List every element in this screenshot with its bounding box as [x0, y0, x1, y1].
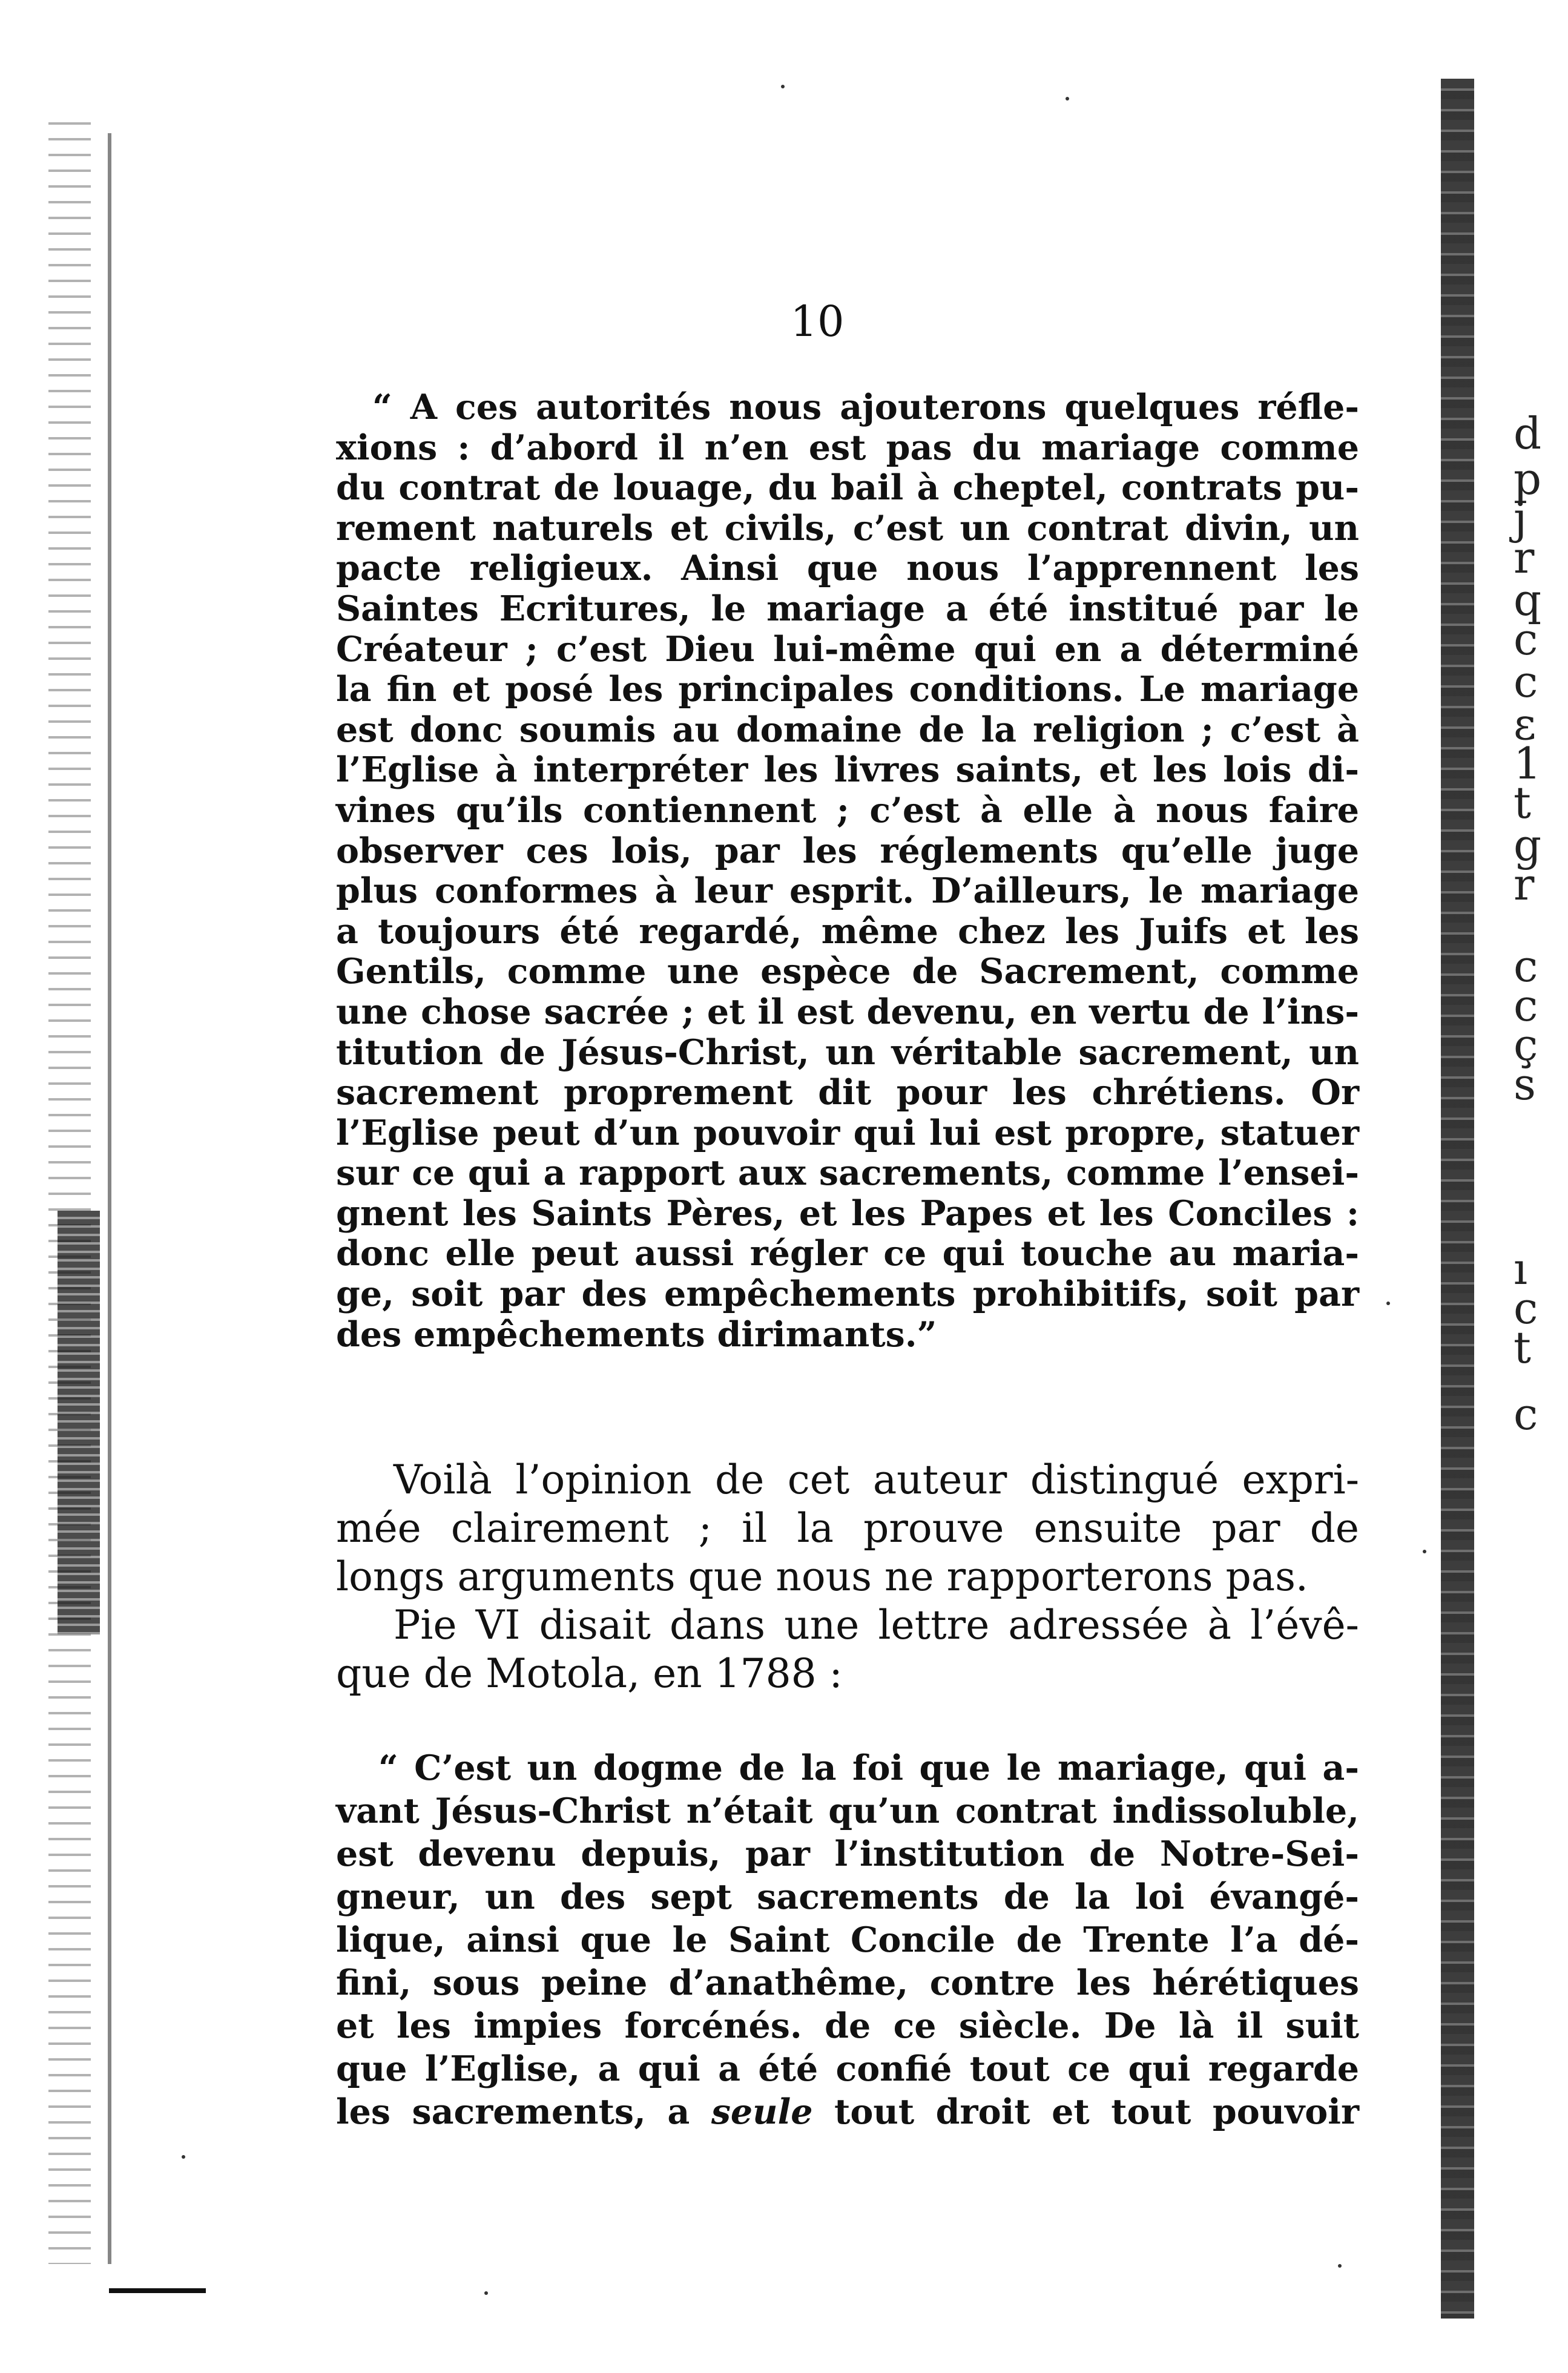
- quote-line: du contrat de louage, du bail à cheptel, contrats pu-: [336, 467, 1359, 508]
- facing-glyph: j: [1514, 493, 1527, 544]
- quote-text: tout droit et tout pouvoir: [812, 2092, 1359, 2132]
- quote-line: Gentils, comme une espèce de Sacrement, comme: [336, 951, 1359, 992]
- quote-line: fini, sous peine d’anathême, contre les hérétiques: [336, 1963, 1359, 2003]
- facing-glyph: c: [1514, 980, 1538, 1031]
- quote-line: lique, ainsi que le Saint Concile de Trente l’a dé-: [336, 1920, 1359, 1960]
- quote-line: est donc soumis au domaine de la religion ; c’est à: [336, 709, 1359, 750]
- quote-line: a toujours été regardé, même chez les Juifs et les: [336, 910, 1359, 952]
- quote-text: les sacrements, a: [336, 2092, 711, 2132]
- facing-glyph: t: [1514, 1322, 1531, 1373]
- binding-shadow: [58, 1211, 100, 1634]
- quote-line: observer ces lois, par les réglements qu’elle juge: [336, 830, 1359, 871]
- quote-line: sacrement proprement dit pour les chrétiens. Or: [336, 1072, 1359, 1113]
- facing-glyph: ç: [1514, 1019, 1538, 1070]
- facing-glyph: c: [1514, 656, 1538, 707]
- facing-page-edge: [1441, 79, 1474, 2319]
- quote-line: pacte religieux. Ainsi que nous l’apprennent les: [336, 548, 1359, 589]
- quote-line: des empêchements dirimants.”: [336, 1314, 937, 1355]
- quote-line: gneur, un des sept sacrements de la loi évangé-: [336, 1877, 1359, 1917]
- facing-glyph: c: [1514, 1389, 1538, 1440]
- quote-line: titution de Jésus-Christ, un véritable sacrement, un: [336, 1032, 1359, 1073]
- quote-line: une chose sacrée ; et il est devenu, en vertu de l’ins-: [336, 991, 1359, 1032]
- facing-glyph: 1: [1514, 738, 1541, 789]
- facing-glyph: t: [1514, 777, 1531, 828]
- facing-glyph: q: [1514, 574, 1542, 625]
- quote-line: la fin et posé les principales conditions. Le mariage: [336, 669, 1359, 710]
- facing-glyph: c: [1514, 941, 1538, 992]
- quote-line: “ A ces autorités nous ajouterons quelques réfle-: [372, 387, 1359, 427]
- facing-glyph: g: [1514, 820, 1542, 871]
- quote-line: vant Jésus-Christ n’était qu’un contrat indissoluble,: [336, 1791, 1359, 1831]
- prose-line: Voilà l’opinion de cet auteur distingué expri-: [394, 1456, 1359, 1503]
- quote-line: l’Eglise à interpréter les livres saints, et les lois di-: [336, 749, 1359, 791]
- quote-line: rement naturels et civils, c’est un contrat divin, un: [336, 507, 1359, 548]
- quote-line: sur ce qui a rapport aux sacrements, comme l’ensei-: [336, 1153, 1359, 1194]
- quote-line: ge, soit par des empêchements prohibitifs, soit par: [336, 1274, 1359, 1315]
- prose-line: Pie VI disait dans une lettre adressée à l’évê-: [394, 1602, 1359, 1648]
- facing-glyph: p: [1514, 453, 1542, 504]
- quote-line: est devenu depuis, par l’institution de Notre-Sei-: [336, 1834, 1359, 1874]
- quotation-block-2: [336, 1746, 1359, 2133]
- binding-edge: [48, 109, 91, 2264]
- facing-glyph: r: [1514, 532, 1535, 583]
- facing-glyph: r: [1514, 859, 1535, 910]
- page-number: 10: [790, 297, 845, 346]
- prose-line: que de Motola, en 1788 :: [336, 1650, 843, 1697]
- binding-rule: [108, 133, 111, 2264]
- quote-line: gnent les Saints Pères, et les Papes et les Conciles :: [336, 1193, 1359, 1234]
- facing-glyph: ı: [1514, 1243, 1528, 1294]
- binding-foot: [109, 2288, 206, 2293]
- quote-line: Saintes Ecritures, le mariage a été institué par le: [336, 588, 1359, 629]
- facing-glyph: s: [1514, 1059, 1536, 1110]
- quote-line: et les impies forcénés. de ce siècle. De là il suit: [336, 2006, 1359, 2046]
- quote-line: l’Eglise peut d’un pouvoir qui lui est propre, statuer: [336, 1112, 1359, 1153]
- quote-line: “ C’est un dogme de la foi que le mariage, qui a-: [378, 1748, 1359, 1788]
- quote-line: que l’Eglise, a qui a été confié tout ce qui regarde: [336, 2049, 1359, 2089]
- facing-glyph: c: [1514, 614, 1538, 665]
- prose-line: mée clairement ; il la prouve ensuite par de: [336, 1505, 1359, 1552]
- emphasized-word: seule: [711, 2092, 813, 2132]
- quote-line-final: [336, 2090, 1359, 2133]
- quotation-block-1: [336, 387, 1359, 1355]
- quote-line: plus conformes à leur esprit. D’ailleurs, le mariage: [336, 871, 1359, 912]
- quote-line: donc elle peut aussi régler ce qui touche au maria-: [336, 1233, 1359, 1274]
- facing-glyph: d: [1514, 408, 1542, 459]
- quote-line: Créateur ; c’est Dieu lui-même qui en a déterminé: [336, 628, 1359, 670]
- body-paragraph: [336, 1456, 1359, 1698]
- facing-glyph: c: [1514, 1283, 1538, 1334]
- prose-line: longs arguments que nous ne rapporterons pas.: [336, 1553, 1308, 1600]
- facing-glyph: ɛ: [1514, 699, 1537, 749]
- quote-line: xions : d’abord il n’en est pas du mariage comme: [336, 427, 1359, 468]
- quote-line: vines qu’ils contiennent ; c’est à elle à nous faire: [336, 789, 1359, 831]
